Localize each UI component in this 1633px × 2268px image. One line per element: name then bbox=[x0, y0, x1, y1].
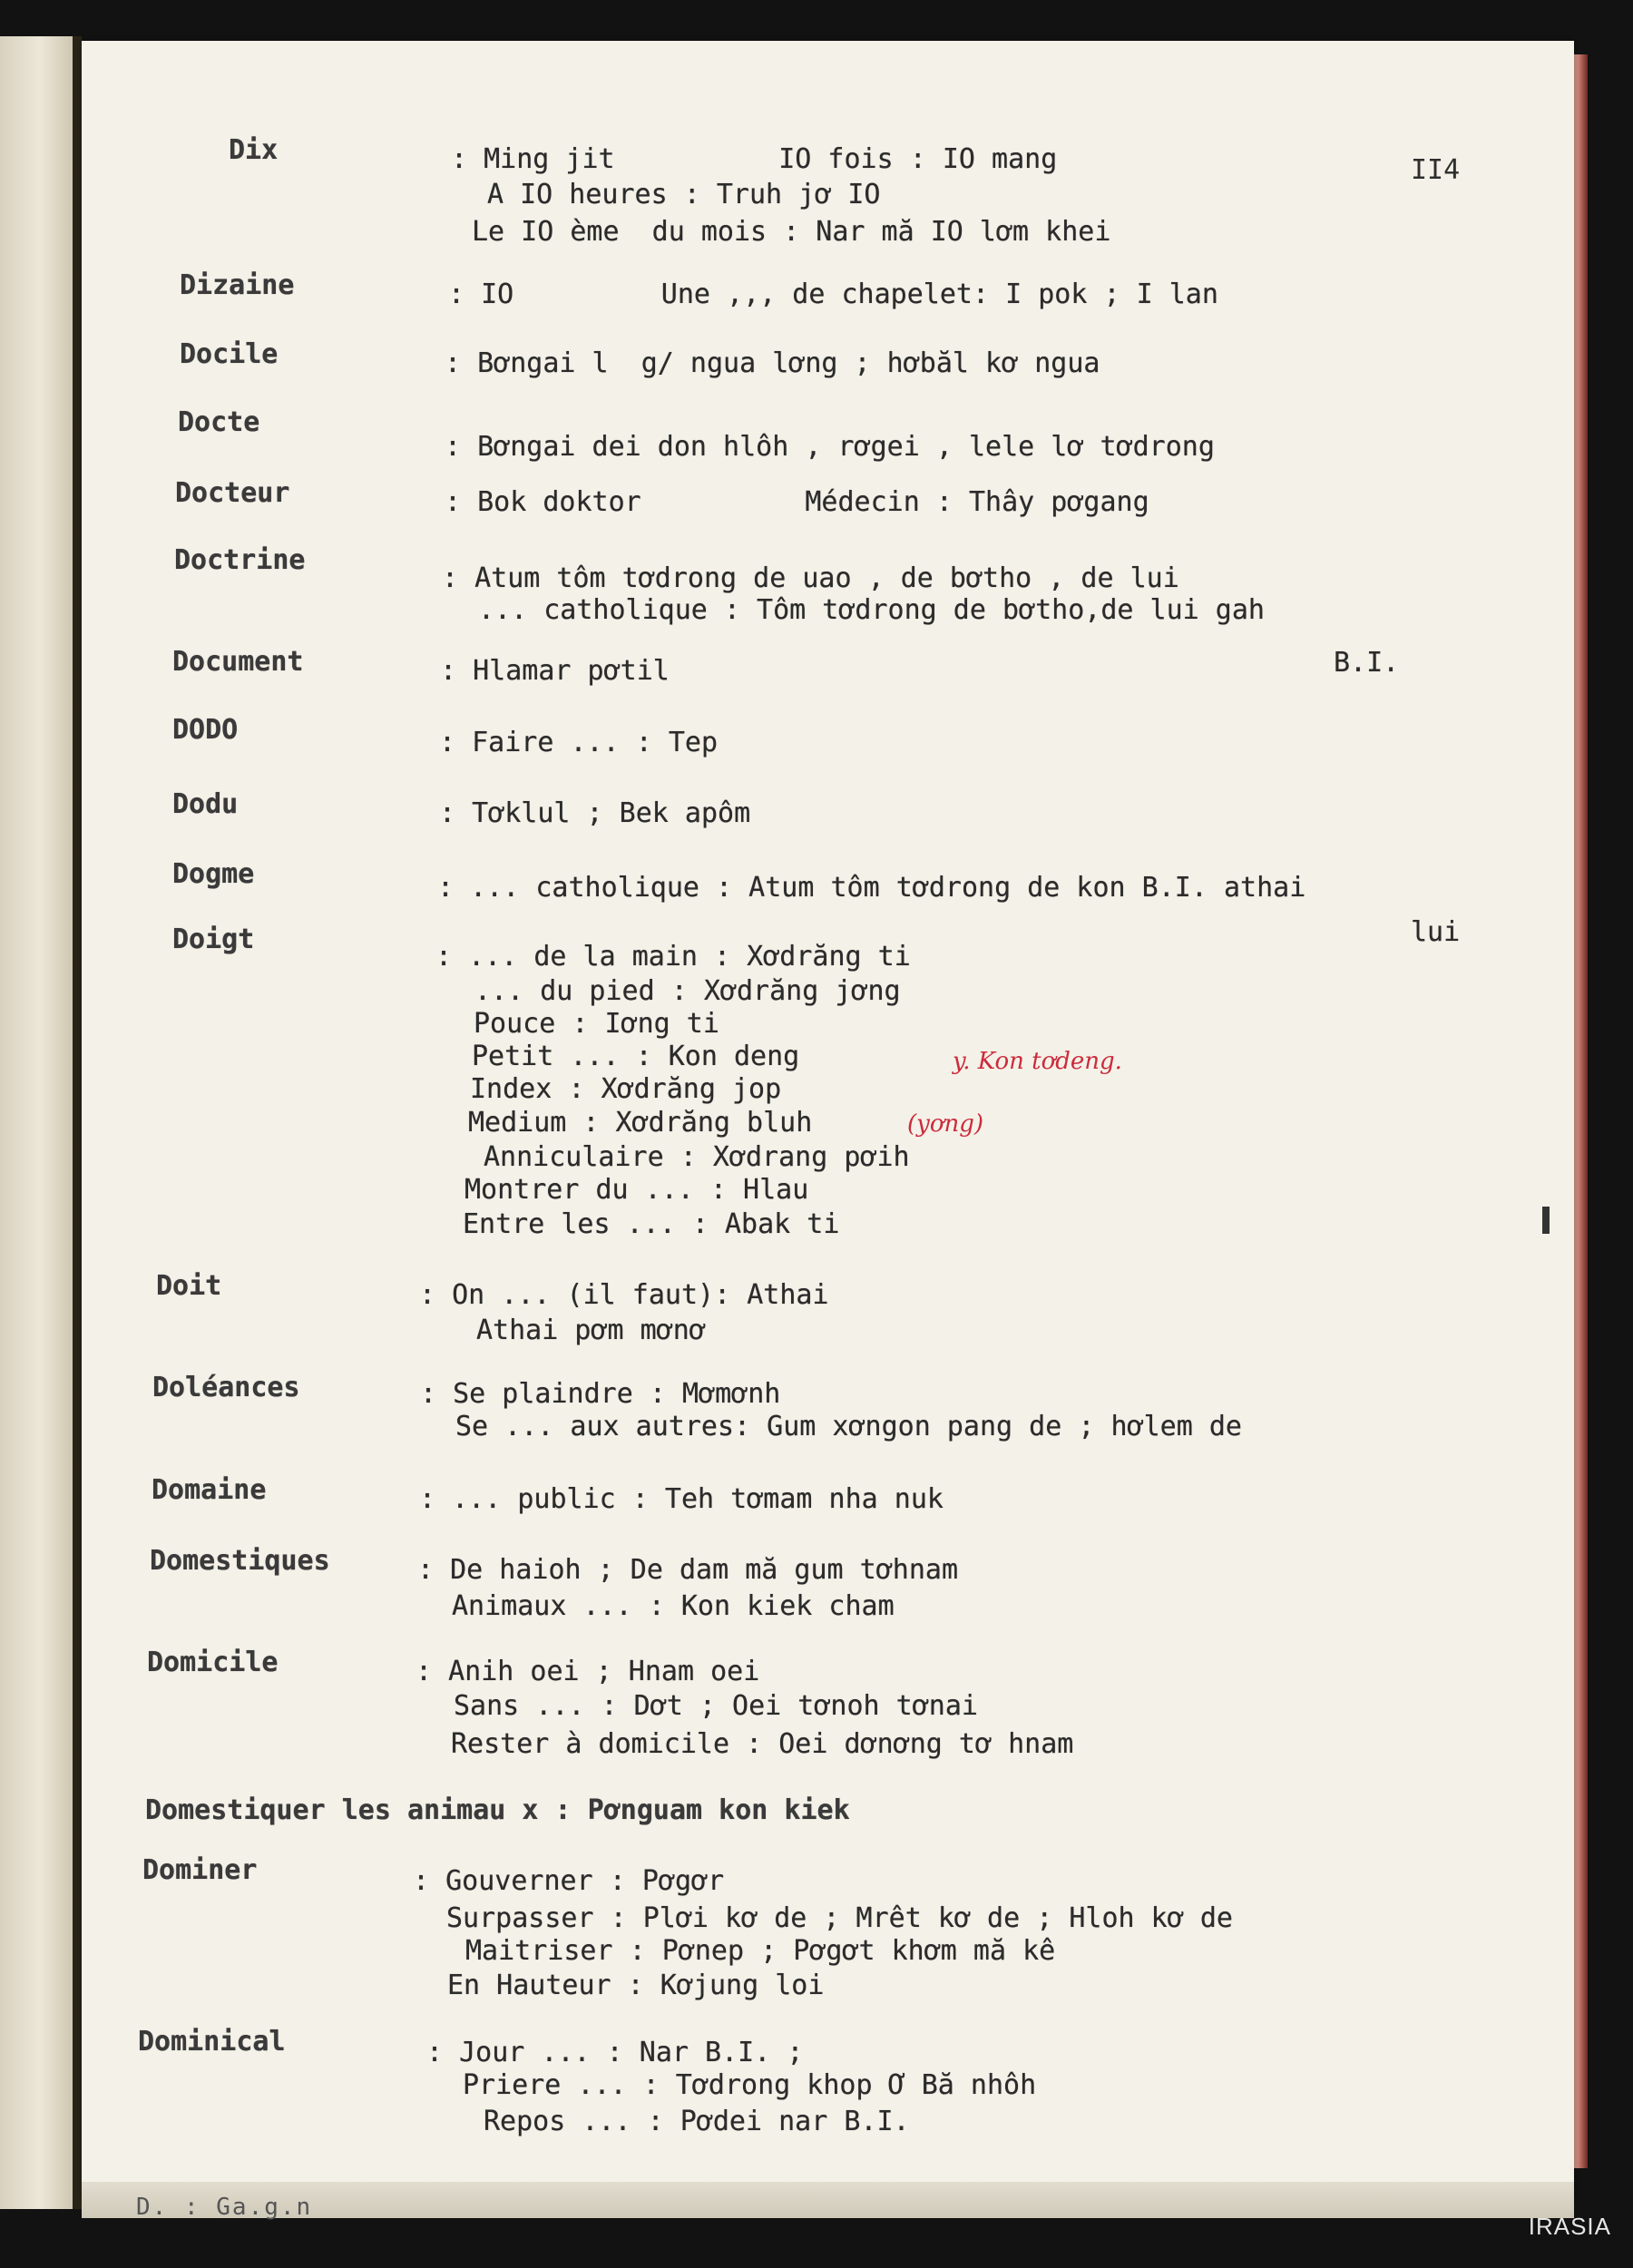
entry-line: ... catholique : Tôm tơdrong de bơtho,de lui gah bbox=[478, 594, 1265, 626]
entry-line: Rester à domicile : Oei dơnơng tơ hnam bbox=[451, 1728, 1074, 1760]
entry-line: Le IO ème du mois : Nar mă IO lơm khei bbox=[472, 216, 1111, 248]
entry-headword: Doigt bbox=[172, 924, 255, 955]
page-number: II4 bbox=[1411, 154, 1461, 186]
entry-line: Index : Xơdrăng jop bbox=[470, 1073, 782, 1105]
entry-line: : Atum tôm tơdrong de uao , de bơtho , de lui bbox=[442, 562, 1179, 594]
entry-line: : Ming jit IO fois : IO mang bbox=[451, 143, 1058, 175]
entry-line: : On ... (il faut): Athai bbox=[419, 1279, 829, 1311]
entry-line: : Tơklul ; Bek apôm bbox=[439, 797, 751, 829]
entry-line: : IO Une ,,, de chapelet: I pok ; I lan bbox=[448, 279, 1218, 310]
entry-line: : Gouverner : Pơgơr bbox=[413, 1865, 725, 1897]
facing-page-edge bbox=[0, 36, 73, 2209]
entry-line: Anniculaire : Xơdrang pơih bbox=[484, 1141, 910, 1173]
entry-line: Athai pơm mơnơ bbox=[476, 1315, 706, 1346]
watermark: IRASIA bbox=[1528, 2213, 1611, 2240]
entry-line: : Bơngai l g/ ngua lơng ; hơbăl kơ ngua bbox=[445, 347, 1100, 379]
handwritten-note: y. Kon tơdeng. bbox=[953, 1048, 1122, 1075]
entry-line: : Hlamar pơtil bbox=[440, 655, 670, 687]
entry-line: A IO heures : Truh jơ IO bbox=[487, 179, 881, 210]
entry-line: : Faire ... : Tep bbox=[439, 727, 719, 758]
entry-headword: Doit bbox=[156, 1270, 222, 1302]
entry-headword: Domestiques bbox=[150, 1545, 330, 1577]
entry-line: Priere ... : Tơdrong khop Ơ Bă nhôh bbox=[463, 2069, 1037, 2101]
book-gutter bbox=[73, 36, 82, 2209]
entry-line: : Bok doktor Médecin : Thây pơgang bbox=[445, 486, 1149, 518]
cut-off-text: D. : Ga.g.n bbox=[136, 2194, 313, 2221]
entry-line: : ... de la main : Xơdrăng ti bbox=[435, 941, 911, 973]
entry-line: B.I. bbox=[1334, 647, 1400, 679]
margin-mark bbox=[1542, 1207, 1550, 1234]
entry-headword: Doctrine bbox=[174, 544, 306, 576]
entry-headword: Domaine bbox=[152, 1474, 267, 1506]
entry-headword: Docteur bbox=[175, 477, 290, 509]
entry-headword: Document bbox=[172, 646, 304, 678]
entry-line: Pouce : Iơng ti bbox=[474, 1008, 719, 1040]
entry-line: Surpasser : Plơi kơ de ; Mrêt kơ de ; Hloh kơ de bbox=[446, 1902, 1233, 1934]
entry-headword: DODO bbox=[172, 714, 239, 746]
entry-line: En Hauteur : Kơjung loi bbox=[447, 1970, 825, 2001]
entry-headword: Dodu bbox=[172, 788, 239, 820]
handwritten-note: (yơng) bbox=[907, 1110, 984, 1138]
entry-line: Se ... aux autres: Gum xơngon pang de ; hơlem de bbox=[455, 1411, 1242, 1442]
entry-line: : ... public : Teh tơmam nha nuk bbox=[419, 1483, 944, 1515]
entry-line: : De haioh ; De dam mă gum tơhnam bbox=[417, 1554, 959, 1586]
entry-headword: Doléances bbox=[152, 1372, 300, 1403]
entry-headword: Dominer bbox=[142, 1854, 258, 1886]
entry-line: Montrer du ... : Hlau bbox=[464, 1174, 809, 1206]
entry-headword: Domestiquer les animau x : Pơnguam kon kiek bbox=[145, 1794, 850, 1826]
entry-line: Medium : Xơdrăng bluh bbox=[468, 1107, 813, 1139]
entry-line: ... du pied : Xơdrăng jơng bbox=[474, 975, 901, 1007]
entry-headword: Docile bbox=[180, 338, 279, 370]
entry-headword: Docte bbox=[178, 406, 260, 438]
entry-line: Repos ... : Pơdei nar B.I. bbox=[484, 2106, 910, 2137]
entry-headword: Dogme bbox=[172, 858, 255, 890]
entry-line: Entre les ... : Abak ti bbox=[463, 1208, 840, 1240]
entry-line: Animaux ... : Kon kiek cham bbox=[452, 1590, 895, 1622]
entry-line: lui bbox=[1411, 916, 1461, 948]
entry-line: : ... catholique : Atum tôm tơdrong de kon B.I. athai bbox=[437, 872, 1306, 904]
entry-headword: Dix bbox=[229, 134, 279, 166]
entry-line: : Bơngai dei don hlôh , rơgei , lele lơ tơdrong bbox=[445, 431, 1215, 463]
entry-line: : Se plaindre : Mơmơnh bbox=[420, 1378, 781, 1410]
entry-headword: Domicile bbox=[147, 1647, 279, 1678]
entry-line: Maitriser : Pơnep ; Pơgơt khơm mă kê bbox=[465, 1935, 1056, 1967]
entry-line: Sans ... : Dơt ; Oei tơnoh tơnai bbox=[454, 1690, 978, 1722]
entry-headword: Dominical bbox=[138, 2026, 286, 2058]
entry-headword: Dizaine bbox=[180, 269, 295, 301]
entry-line: : Jour ... : Nar B.I. ; bbox=[426, 2037, 804, 2068]
entry-line: : Anih oei ; Hnam oei bbox=[416, 1656, 760, 1687]
entry-line: Petit ... : Kon deng bbox=[472, 1041, 800, 1072]
